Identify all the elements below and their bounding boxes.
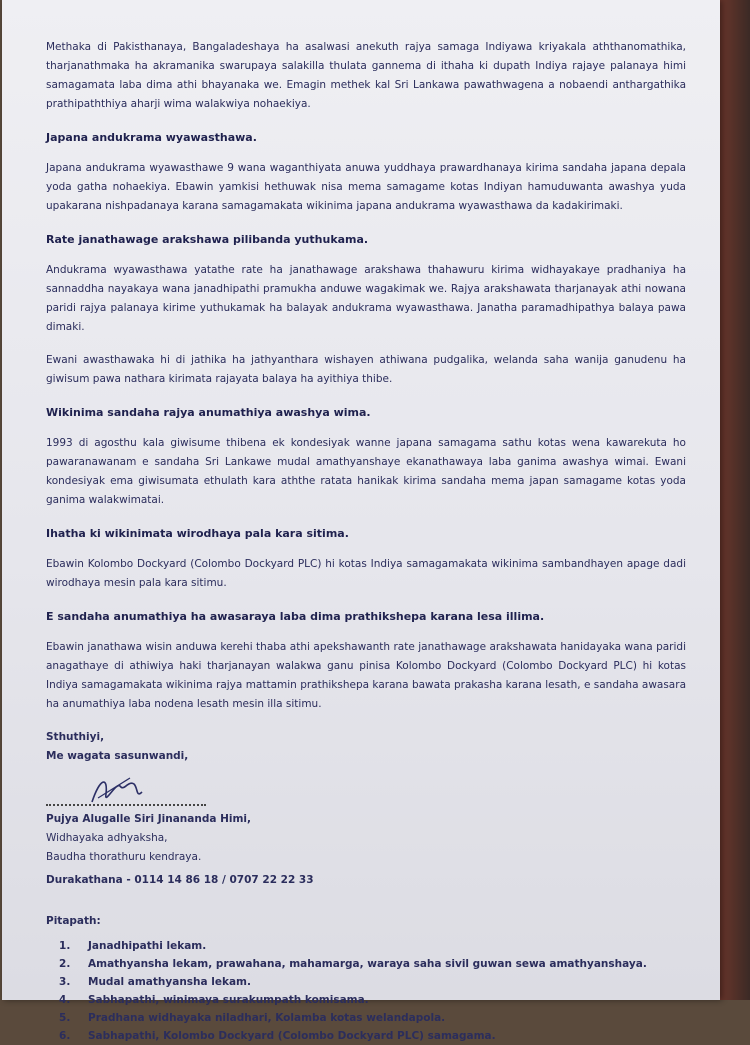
letter-page: [2, 0, 720, 1042]
closing-block: [46, 728, 686, 766]
section-text-3: Ewani awasthawaka hi di jathika ha jathyanthara wishayen athiwana pudgalika, welanda saha wanija ganudenu ha giwisum pawa nathara kirimata rajayata balaya ha ayithiya thibe.: [46, 354, 686, 385]
copies-list: [46, 937, 686, 1045]
closing-salutation: Me wagata sasunwandi,: [46, 750, 189, 762]
signatory-organization: Baudha thorathuru kendraya.: [46, 851, 202, 863]
handwritten-signature: [86, 772, 146, 808]
copy-item: 2. Amathyansha lekam, prawahana, mahamarga, waraya saha sivil guwan sewa amathyanshaya.: [74, 955, 686, 973]
section-heading-6: E sandaha anumathiya ha awasaraya laba dima prathikshepa karana lesa illima.: [46, 610, 545, 623]
section-text-5: Ebawin Kolombo Dockyard (Colombo Dockyard PLC) hi kotas Indiya samagamakata wikinima sambandhayen apage dadi wirodhaya mesin pala kara sitimu.: [46, 558, 686, 589]
section-text-2: Andukrama wyawasthawa yatathe rate ha janathawage arakshawa thahawuru kirima widhayakaye pradhaniya ha sannaddha nayakaya wana janadhipathi pramukha anduwe wagakimak we. Rajya arakshawata tharjanayak athi nowana paridi rajya palanaya kirime yuthukamak ha balayak andukrama wyawasthawa. Janatha paramadhipathya balaya pawa dimaki.: [46, 264, 686, 333]
letter-body: [46, 38, 686, 1045]
signature-dotted-line: [46, 804, 206, 806]
section-heading-1: Japana andukrama wyawasthawa.: [46, 131, 257, 144]
section-text-6: Ebawin janathawa wisin anduwa kerehi thaba athi apekshawanth rate janathawage arakshawata hanidayaka wana paridi anagathaye di athiwiya haki tharjanayan walakwa ganu pinisa Kolombo Dockyard (Colombo Dockyard PLC) hi kotas Indiya samagamakata wikinima rajya mattamin prathikshepa karana bawata prakasha karana lesath, e sandaha awasara ha anumathiya laba nodena lesath mesin illa sitimu.: [46, 641, 686, 710]
copy-item: 4. Sabhapathi, winimaya surakumpath komisama.: [74, 991, 686, 1009]
section-text-4: 1993 di agosthu kala giwisume thibena ek kondesiyak wanne japana samagama sathu kotas wena kawarekuta ho pawaranawanam e sandaha Sri Lankawe mudal amathyanshaye ekanathawaya laba ganima awashya wimai. Ewani kondesiyak ema giwisumata ethulath kara aththe ratata hanikak kirima sandaha mema japan samagame kotas yoda ganima walakwimatai.: [46, 437, 686, 506]
copy-item: 3. Mudal amathyansha lekam.: [74, 973, 686, 991]
section-heading-5: Ihatha ki wikinimata wirodhaya pala kara sitima.: [46, 527, 349, 540]
copy-item: 6. Sabhapathi, Kolombo Dockyard (Colombo Dockyard PLC) samagama.: [74, 1027, 686, 1045]
signatory-name: Pujya Alugalle Siri Jinananda Himi,: [46, 813, 252, 825]
copy-item: 1. Janadhipathi lekam.: [74, 937, 686, 955]
signatory-phone: Durakathana - 0114 14 86 18 / 0707 22 22 33: [46, 874, 314, 886]
section-heading-4: Wikinima sandaha rajya anumathiya awashya wima.: [46, 406, 371, 419]
closing-thanks: Sthuthiyi,: [46, 731, 105, 743]
section-text-1: Japana andukrama wyawasthawe 9 wana waganthiyata anuwa yuddhaya prawardhanaya kirima sandaha japana depala yoda gatha nohaekiya. Ebawin yamkisi hethuwak nisa mema samagame kotas Indiyan hamuduwanta awashya yuda upakarana nishpadanaya karana samagamakata wikinima japana andukrama wyawasthawa da kadakirimaki.: [46, 162, 686, 212]
copies-heading: Pitapath:: [46, 915, 101, 927]
signature-block: [46, 772, 686, 890]
section-heading-2: Rate janathawage arakshawa pilibanda yuthukama.: [46, 233, 369, 246]
signatory-title: Widhayaka adhyaksha,: [46, 832, 168, 844]
copy-item: 5. Pradhana widhayaka niladhari, Kolamba kotas welandapola.: [74, 1009, 686, 1027]
intro-paragraph: Methaka di Pakisthanaya, Bangaladeshaya ha asalwasi anekuth rajya samaga Indiyawa kriyakala aththanomathika, tharjanathmaka ha akramanika swarupaya salakilla thulata gannema di ithaha ki dupath Indiya rajaye palanaya himi samagamata laba dima athi bhayanaka we. Emagin methek kal Sri Lankawa pawathwagena a nobaendi anthargathika prathipaththiya aharji wima walakwiya nohaekiya.: [46, 41, 686, 110]
